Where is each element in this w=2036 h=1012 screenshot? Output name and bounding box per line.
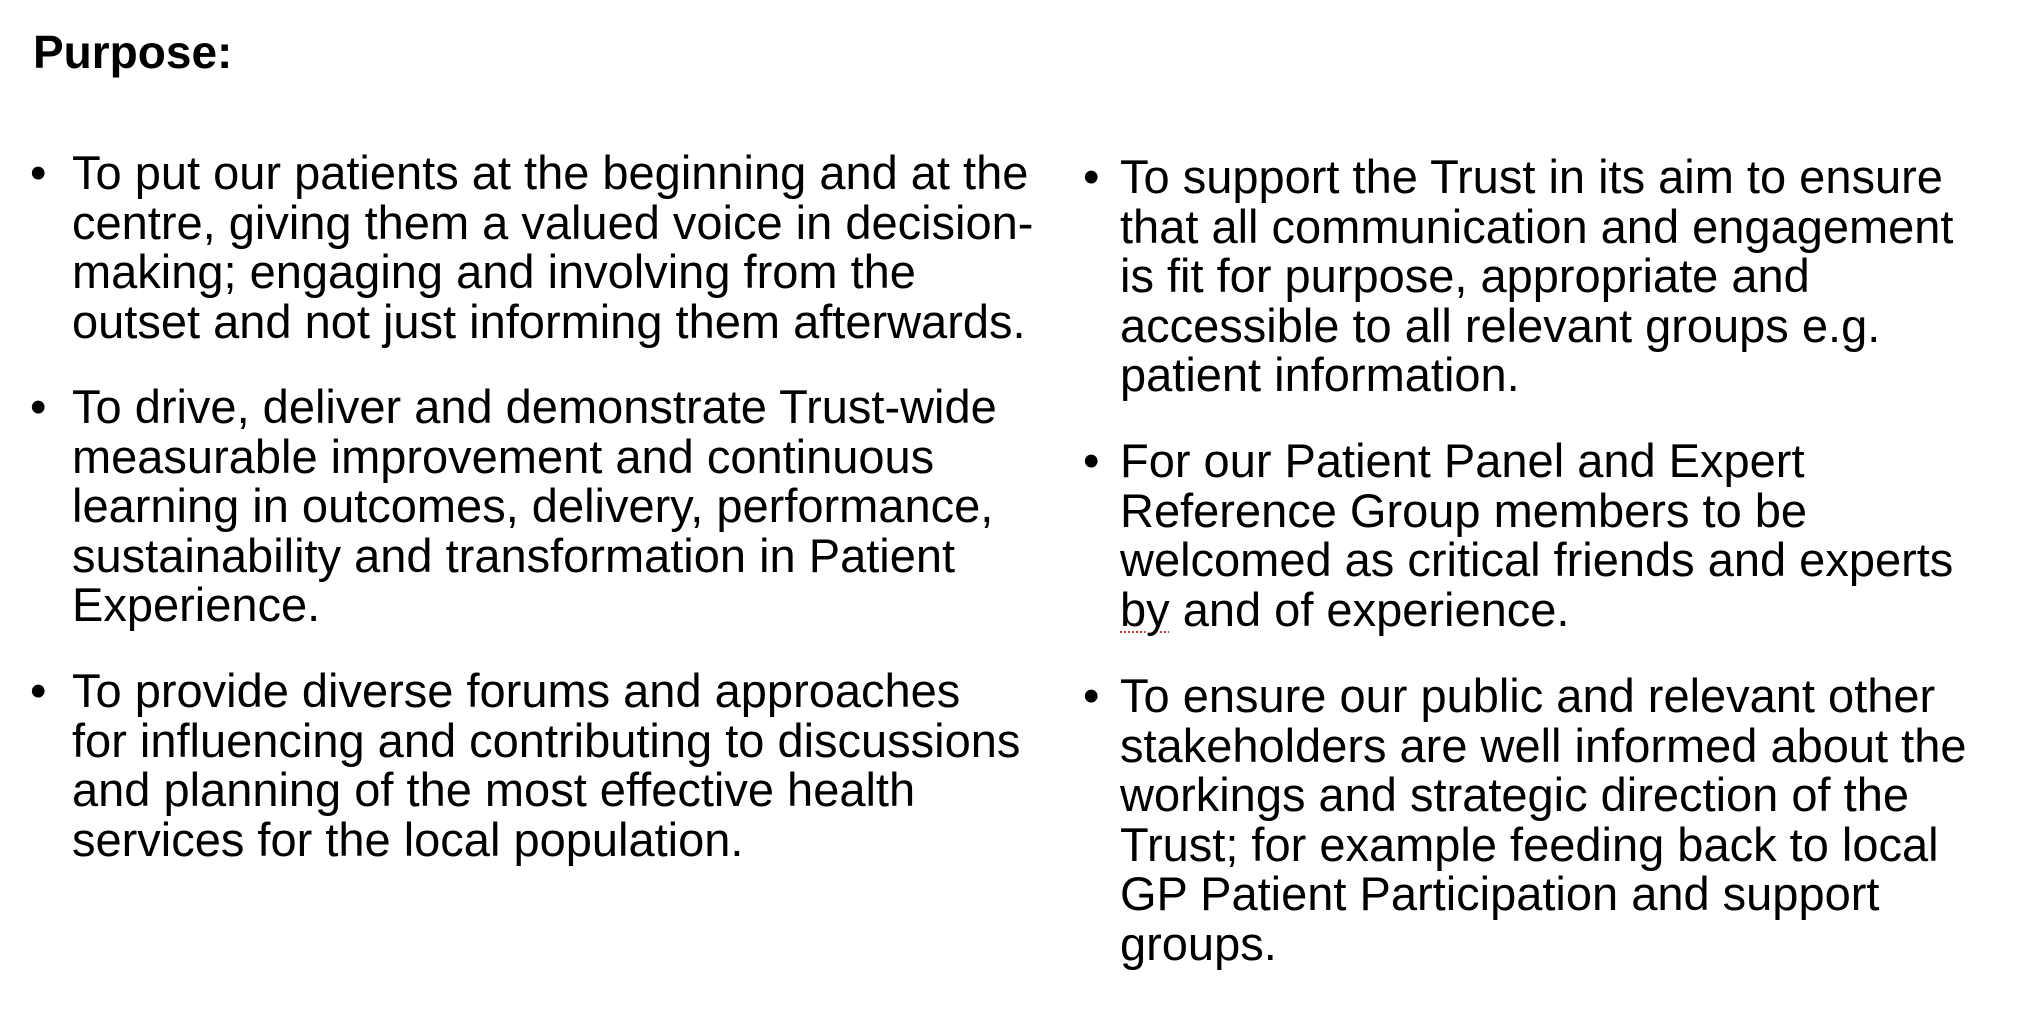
text-line: patient information.	[1120, 348, 1520, 401]
bullet-text	[72, 148, 1033, 346]
text-line: Reference Group members to be	[1120, 483, 1808, 537]
bullet-icon: •	[30, 664, 47, 717]
bullet-text	[72, 666, 1020, 864]
text-line: making; engaging and involving from the	[72, 245, 916, 298]
text-fragment: and of experience.	[1169, 582, 1570, 636]
text-line: To support the Trust in its aim to ensure	[1120, 150, 1943, 203]
text-line: for influencing and contributing to discussions	[72, 713, 1021, 767]
text-line: groups.	[1120, 916, 1277, 970]
bullet-text	[1120, 671, 1966, 968]
page-title: Purpose:	[33, 26, 233, 78]
bullet-icon: •	[30, 380, 47, 433]
text-line: For our Patient Panel and Expert	[1120, 434, 1805, 487]
text-line: welcomed as critical friends and experts	[1120, 533, 1954, 586]
text-line: that all communication and engagement	[1120, 199, 1954, 253]
text-line: learning in outcomes, delivery, performance,	[72, 479, 994, 532]
text-line: sustainability and transformation in Patient	[72, 528, 956, 582]
text-line: outset and not just informing them afterwards.	[72, 294, 1026, 348]
bullet-icon: •	[1083, 669, 1100, 722]
spellcheck-flagged-word[interactable]: by	[1120, 582, 1170, 636]
text-line: To provide diverse forums and approaches	[72, 664, 961, 717]
text-line: accessible to all relevant groups e.g.	[1120, 298, 1881, 352]
bullet-text	[1120, 152, 1953, 400]
bullet-text	[1120, 436, 1953, 634]
text-line: services for the local population.	[72, 812, 744, 866]
text-line: Experience.	[72, 578, 321, 631]
text-line: workings and strategic direction of the	[1120, 768, 1909, 821]
bullet-icon: •	[1083, 434, 1100, 487]
text-line: is fit for purpose, appropriate and	[1120, 249, 1810, 302]
text-line: Trust; for example feeding back to local	[1120, 817, 1939, 871]
bullet-icon: •	[30, 146, 47, 199]
text-line: GP Patient Participation and support	[1120, 867, 1880, 920]
text-line: To ensure our public and relevant other	[1120, 669, 1936, 722]
text-line	[1120, 582, 1953, 636]
text-line: centre, giving them a valued voice in decision-	[72, 195, 1034, 249]
text-line: To drive, deliver and demonstrate Trust-wide	[72, 380, 997, 433]
text-line: stakeholders are well informed about the	[1120, 718, 1967, 772]
text-line: To put our patients at the beginning and at the	[72, 146, 1029, 199]
bullet-text	[72, 382, 997, 630]
text-line: measurable improvement and continuous	[72, 429, 935, 483]
text-line: and planning of the most effective health	[72, 763, 916, 816]
bullet-icon: •	[1083, 150, 1100, 203]
